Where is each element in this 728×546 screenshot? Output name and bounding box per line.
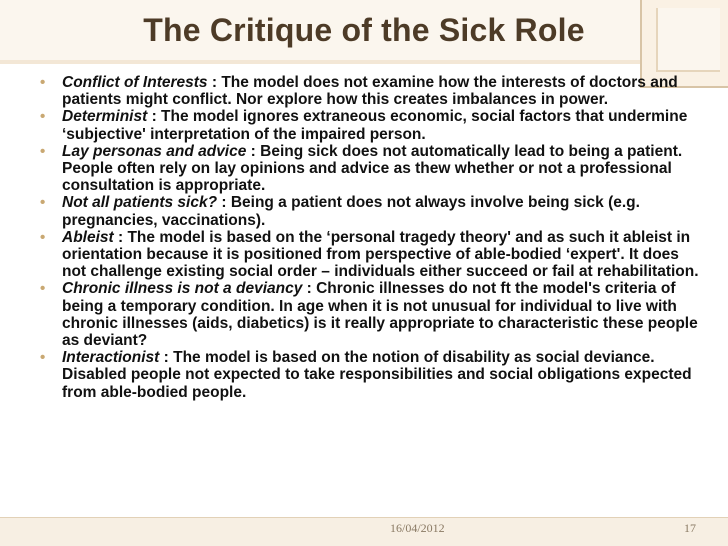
bullet-item: [40, 229, 700, 281]
bullet-list: [40, 74, 700, 401]
bullet-icon: •: [40, 349, 46, 367]
bullet-item: [40, 280, 700, 349]
bullet-text: : The model ignores extraneous economic, social factors that undermine ‘subjective' interpretation of the impaired person.: [62, 108, 688, 143]
bullet-term: Chronic illness is not a deviancy: [62, 280, 303, 298]
bullet-item: [40, 194, 700, 228]
bullet-item: [40, 74, 700, 108]
bullet-icon: •: [40, 74, 46, 91]
bullet-term: Conflict of Interests: [62, 74, 208, 91]
bullet-icon: •: [40, 142, 46, 160]
bullet-icon: •: [40, 194, 46, 212]
bullet-icon: •: [40, 108, 46, 126]
bullet-item: [40, 349, 700, 401]
bullet-text: : The model is based on the notion of disability as social deviance. Disabled people not expected to take responsibilities and social obligations expected from able-bodied people.: [62, 349, 692, 401]
bullet-text: : Chronic illnesses do not ft the model's criteria of being a temporary condition. In age when it is not unusual for individual to live with chronic illnesses (aids, diabetics) is it really appropriate to characteristic these people as deviant?: [62, 280, 698, 350]
bullet-term: Ableist: [62, 228, 114, 246]
bullet-term: Not all patients sick?: [62, 194, 218, 212]
bullet-icon: •: [40, 228, 46, 246]
bullet-text: : The model is based on the ‘personal tragedy theory' and as such it ableist in orientation because it is positioned from perspective of able-bodied ‘expert'. It does not challenge existing social order – individuals either succeed or fail at rehabilitation.: [62, 228, 699, 281]
bullet-term: Interactionist: [62, 349, 160, 367]
bullet-term: Lay personas and advice: [62, 142, 247, 160]
bullet-text: : Being sick does not automatically lead to being a patient. People often rely on lay opinions and advice as thew whether or not a professional consultation is appropriate.: [62, 142, 683, 195]
footer-page-number: 17: [684, 521, 696, 535]
bullet-item: [40, 108, 700, 142]
bullet-term: Determinist: [62, 108, 148, 126]
footer-date: 16/04/2012: [390, 521, 445, 535]
slide-title: The Critique of the Sick Role: [143, 12, 585, 48]
bullet-text: : The model does not examine how the interests of doctors and patients might conflict. Nor explore how this creates imbalances in power.: [62, 74, 678, 109]
bullet-icon: •: [40, 280, 46, 298]
bottom-decor-band: [0, 517, 728, 546]
bullet-item: [40, 143, 700, 195]
bullet-text: : Being a patient does not always involve being sick (e.g. pregnancies, vaccinations).: [62, 194, 640, 229]
